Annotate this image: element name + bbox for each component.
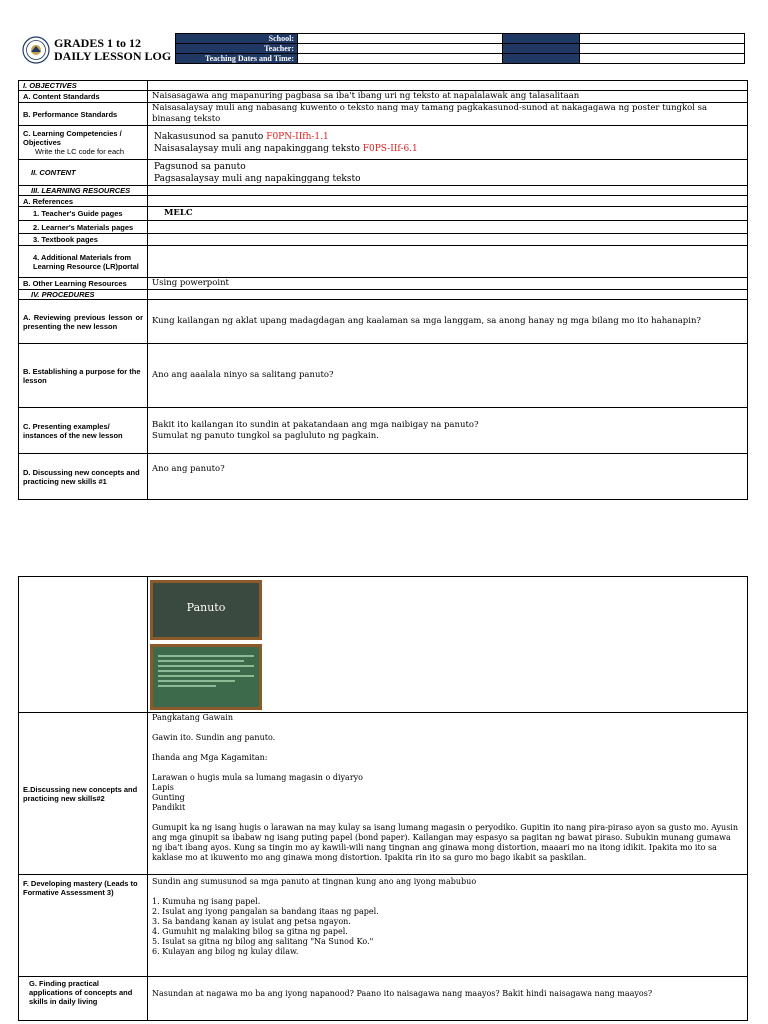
deped-seal-icon: [22, 36, 50, 64]
step-6: 6. Kulayan ang bilog ng kulay dilaw.: [152, 947, 299, 956]
header-info-table: [175, 33, 745, 64]
content-line-1: Pagsunod sa panuto: [154, 161, 246, 172]
panuto-slide-image: [150, 580, 262, 710]
procedure-c-line-2: Sumulat ng panuto tungkol sa pagluluto ng pagkain.: [152, 430, 379, 441]
content-line-2: Pagsasalaysay muli ang napakinggang teksto: [154, 173, 361, 184]
other-resources-value: Using powerpoint: [148, 278, 748, 290]
teachers-guide-label: 1. Teacher's Guide pages: [19, 207, 148, 221]
procedure-c-value: [148, 408, 748, 454]
procedure-g-label: G. Finding practical applications of concepts and skills in daily living: [19, 977, 148, 1021]
chalkboard-title: [150, 580, 262, 640]
procedure-e-p3: Ihanda ang Mga Kagamitan:: [152, 753, 268, 762]
title-line-2: DAILY LESSON LOG: [54, 49, 172, 63]
dates-label: Teaching Dates and Time:: [176, 54, 298, 64]
competencies-label: C. Learning Competencies / Objectives: [23, 129, 122, 147]
additional-materials-value: [148, 246, 748, 278]
resources-heading: III. LEARNING RESOURCES: [19, 186, 148, 196]
learning-area-label: [503, 44, 580, 54]
competency-2-text: Naisasalaysay muli ang napakinggang teksto: [154, 143, 363, 154]
references-label: A. References: [19, 196, 148, 207]
textbook-label: 3. Textbook pages: [19, 234, 148, 246]
lesson-log-title: [54, 37, 171, 63]
step-5: 5. Isulat sa gitna ng bilog ang salitang "Na Sunod Ko.": [152, 937, 374, 946]
teachers-guide-value: MELC: [148, 207, 748, 221]
objectives-heading: I. OBJECTIVES: [19, 81, 148, 91]
grade-level-field[interactable]: [580, 34, 745, 44]
competencies-label-cell: [19, 126, 148, 160]
additional-materials-label: 4. Additional Materials from Learning Resource (LR)portal: [19, 246, 148, 278]
performance-standards-label: B. Performance Standards: [19, 103, 148, 126]
competency-1-text: Nakasusunod sa panuto: [154, 131, 267, 142]
textbook-value: [148, 234, 748, 246]
procedure-e-p2: Gawin ito. Sundin ang panuto.: [152, 733, 276, 742]
procedure-f-intro: Sundin ang sumusunod sa mga panuto at tingnan kung ano ang iyong mabubuo: [152, 877, 477, 886]
step-3: 3. Sa bandang kanan ay isulat ang petsa ngayon.: [152, 917, 351, 926]
procedure-c-line-1: Bakit ito kailangan ito sundin at pakatandaan ang mga naibigay na panuto?: [152, 419, 479, 430]
procedure-e-p4: Gumupit ka ng isang hugis o larawan na may kulay sa isang lumang magasin o peryodiko. Gupitin ito nang pira-piraso ayon sa gusto mo. Ayusin ang mga ginupit sa ibabaw ng isang puting papel (bond paper). Kailangan may espasyo sa pagitan ng bawat piraso. Subukin munang gumawa ng iba't ibang ayos. Kung sa tingin mo ay kawili-wili nang tingnan ang ginawa mong distortion, maaari mo na itong idikit. Ipakita mo ito sa kaklase mo at ikuwento mo ang ginawa mong distortion. Ipakita rin ito sa guro mo bago ikabit sa paskilan.: [152, 823, 739, 862]
material-1: Larawan o hugis mula sa lumang magasin o diyaryo: [152, 773, 363, 782]
title-line-1: GRADES 1 to 12: [54, 36, 142, 50]
procedure-e-label: E.Discussing new concepts and practicing new skills#2: [19, 713, 148, 875]
material-3: Gunting: [152, 793, 185, 802]
procedure-f-value: [148, 875, 748, 977]
lesson-plan-table: [18, 80, 748, 500]
procedure-g-value: Nasundan at nagawa mo ba ang iyong napanood? Paano ito naisagawa nang maayos? Bakit hindi naisagawa nang maayos?: [148, 977, 748, 1021]
competency-1: [154, 131, 743, 143]
procedure-c-label: C. Presenting examples/ instances of the new lesson: [19, 408, 148, 454]
procedure-d-label: D. Discussing new concepts and practicing new skills #1: [19, 454, 148, 500]
procedure-d-value: Ano ang panuto?: [148, 454, 748, 500]
procedure-e-value: [148, 713, 748, 875]
dates-field[interactable]: [298, 54, 503, 64]
teacher-label: Teacher:: [176, 44, 298, 54]
competency-1-code: F0PN-IIfh-1.1: [266, 131, 329, 142]
quarter-field[interactable]: [580, 54, 745, 64]
resources-heading-cell: [148, 186, 748, 196]
procedures-heading-cell: [148, 290, 748, 300]
procedures-heading: IV. PROCEDURES: [19, 290, 148, 300]
procedure-e-p1: Pangkatang Gawain: [152, 713, 233, 722]
school-label: School:: [176, 34, 298, 44]
slide-label-cell: [19, 577, 148, 713]
school-field[interactable]: [298, 34, 503, 44]
performance-standards-value: Naisasalaysay muli ang nabasang kuwento o teksto nang may tamang pagkakasunod-sunod at nakagagawa ng poster tungkol sa binasang teksto: [148, 103, 748, 126]
lesson-plan-table-page-2: [18, 576, 748, 1021]
references-value: [148, 196, 748, 207]
learners-materials-value: [148, 221, 748, 234]
procedure-a-label: A. Reviewing previous lesson or presenting the new lesson: [19, 300, 148, 344]
step-1: 1. Kumuha ng isang papel.: [152, 897, 261, 906]
chalkboard-definition: [150, 644, 262, 710]
procedure-b-value: Ano ang aaalala ninyo sa salitang panuto?: [148, 344, 748, 408]
step-4: 4. Gumuhit ng malaking bilog sa gitna ng papel.: [152, 927, 348, 936]
teacher-field[interactable]: [298, 44, 503, 54]
learners-materials-label: 2. Learner's Materials pages: [19, 221, 148, 234]
content-value: [148, 160, 748, 186]
competencies-sub: Write the LC code for each: [35, 147, 125, 156]
learning-area-field[interactable]: [580, 44, 745, 54]
grade-level-label: [503, 34, 580, 44]
lesson-log-header: [18, 33, 747, 67]
content-heading: II. CONTENT: [19, 160, 148, 186]
competency-2: [154, 143, 743, 155]
slide-title: Panuto: [186, 600, 226, 614]
procedure-b-label: B. Establishing a purpose for the lesson: [19, 344, 148, 408]
objectives-heading-cell: [148, 81, 748, 91]
content-standards-label: A. Content Standards: [19, 91, 148, 103]
step-2: 2. Isulat ang iyong pangalan sa bandang itaas ng papel.: [152, 907, 379, 916]
competency-2-code: F0PS-IIf-6.1: [362, 143, 418, 154]
other-resources-label: B. Other Learning Resources: [19, 278, 148, 290]
quarter-label: [503, 54, 580, 64]
material-2: Lapis: [152, 783, 174, 792]
procedure-f-label: F. Developing mastery (Leads to Formative Assessment 3): [19, 875, 148, 977]
procedure-a-value: Kung kailangan ng aklat upang madagdagan ang kaalaman sa mga langgam, sa anong hanay ng mga bilang mo ito hahanapin?: [148, 300, 748, 344]
competencies-value: [148, 126, 748, 160]
slide-cell: [148, 577, 748, 713]
content-standards-value: Naisasagawa ang mapanuring pagbasa sa iba't ibang uri ng teksto at napalalawak ang talasalitaan: [148, 91, 748, 103]
material-4: Pandikit: [152, 803, 186, 812]
